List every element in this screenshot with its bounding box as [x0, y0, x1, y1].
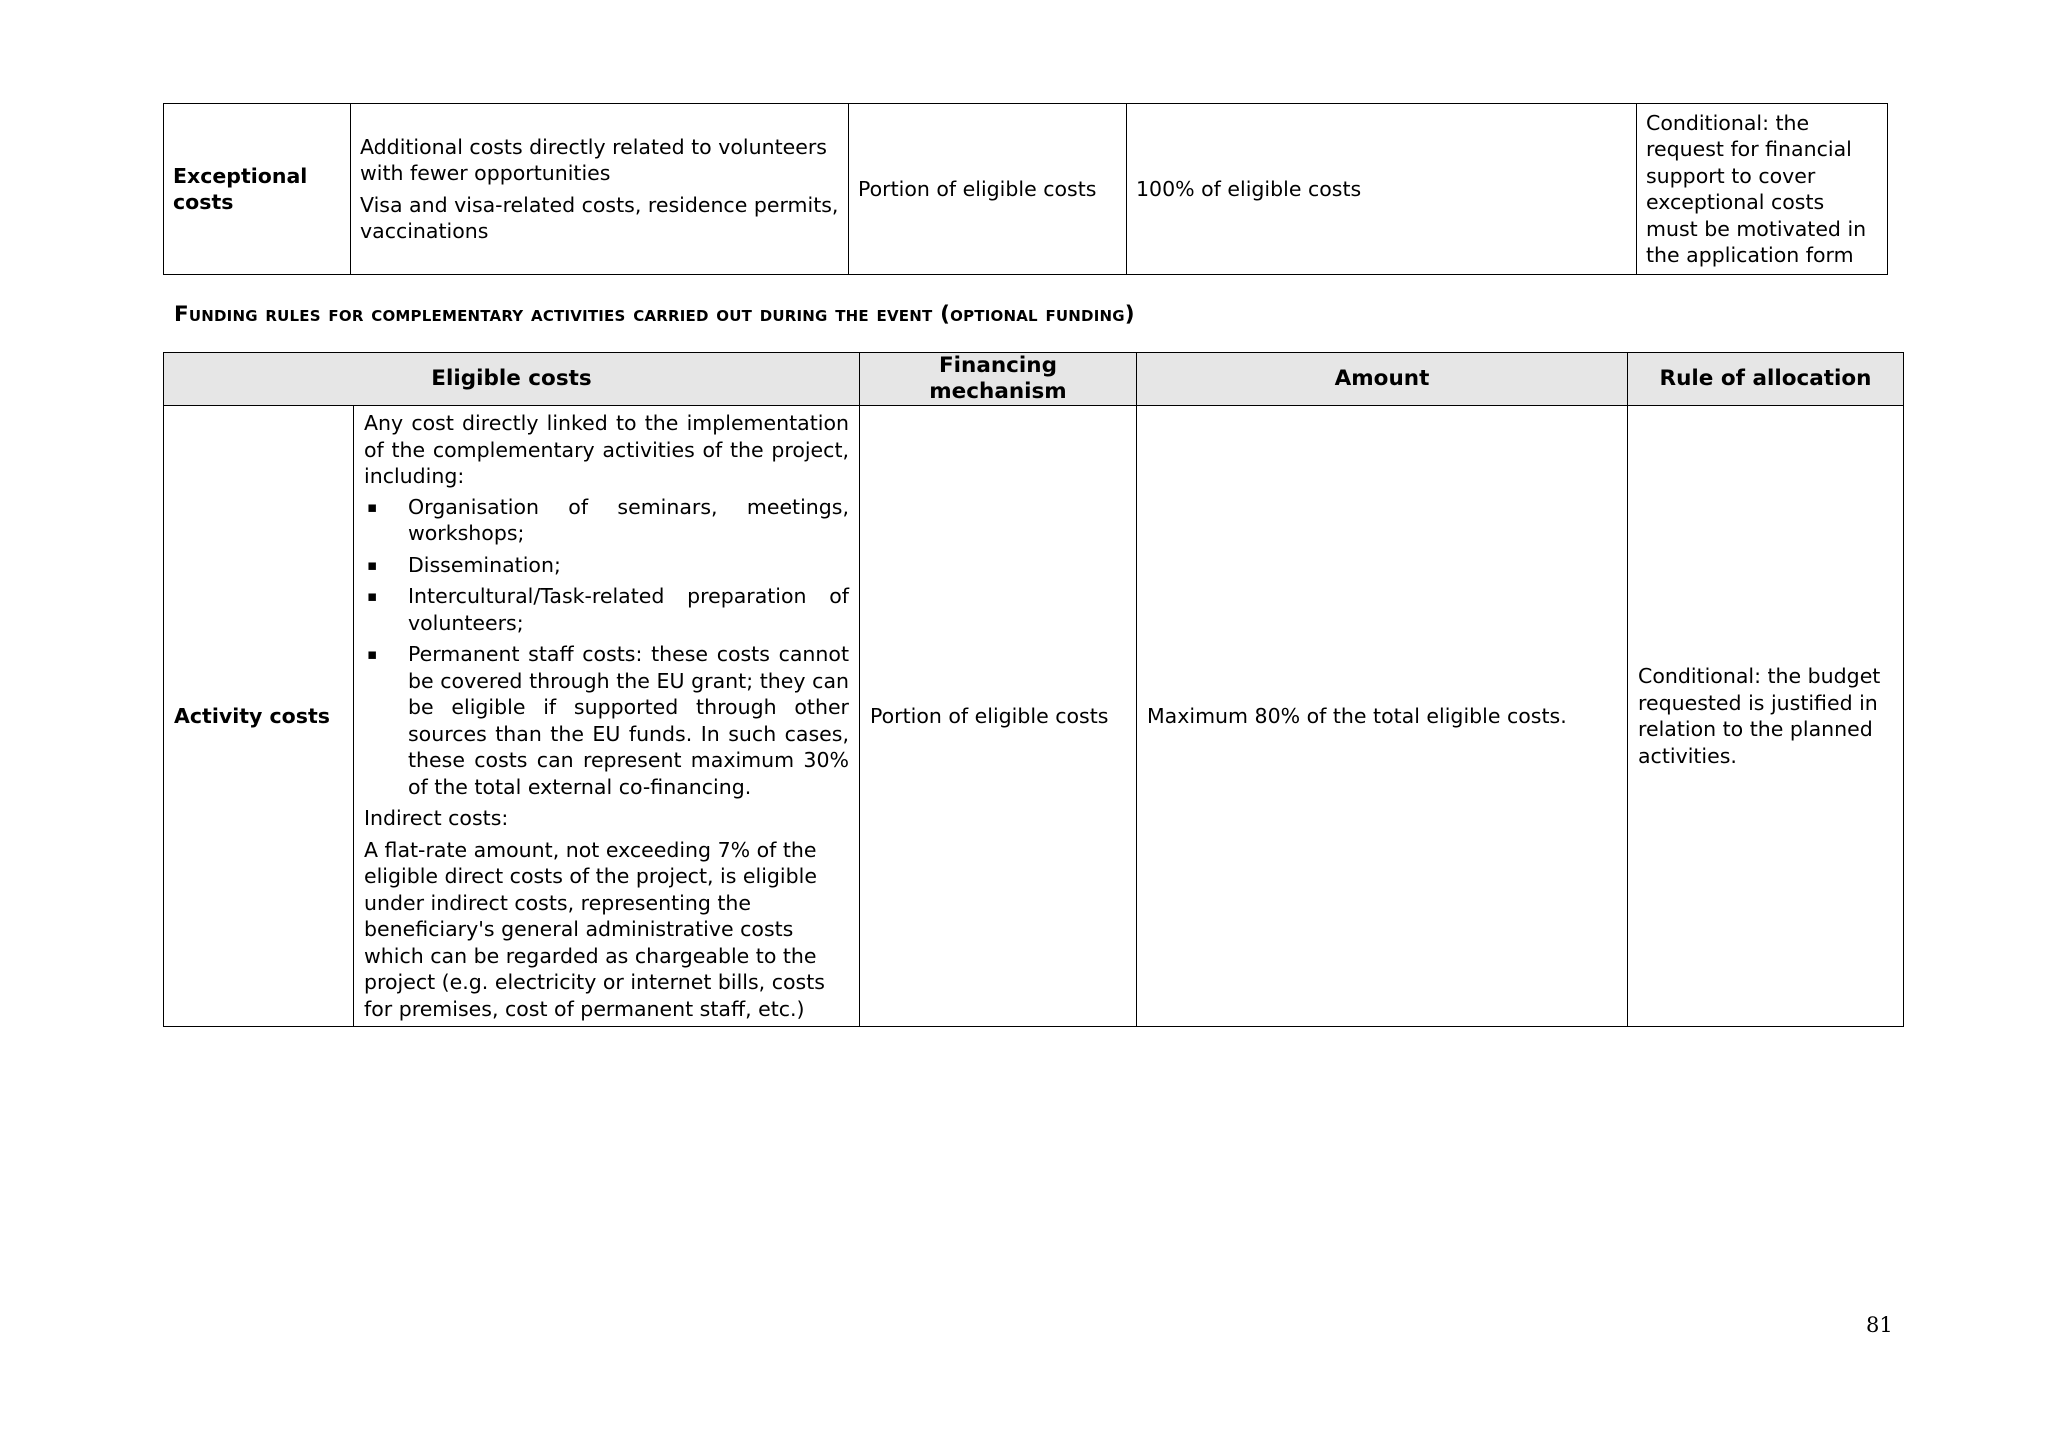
- square-bullet-icon: ▪: [367, 645, 378, 663]
- exceptional-eligible-line-1: Additional costs directly related to volunteers with fewer opportunities: [360, 134, 827, 185]
- indirect-costs-title: Indirect costs:: [364, 806, 509, 830]
- table-row: [164, 104, 1888, 275]
- activity-cost-list: [364, 494, 849, 801]
- list-item-text: Dissemination;: [408, 552, 561, 577]
- activity-costs-amount: Maximum 80% of the total eligible costs.: [1137, 406, 1628, 1027]
- list-item-text: Permanent staff costs: these costs cannot be covered through the EU grant; they can be eligible if supported through other sources than the EU funds. In such cases, these costs can represent maximum 30% of the total external co-financing.: [408, 642, 849, 799]
- page-number: 81: [1866, 1313, 1893, 1337]
- activity-costs-label: Activity costs: [164, 406, 354, 1027]
- complementary-activities-table: [163, 352, 1904, 1027]
- header-rule-of-allocation: Rule of allocation: [1628, 353, 1904, 406]
- list-item-text: Organisation of seminars, meetings, workshops;: [408, 494, 849, 545]
- exceptional-costs-amount: 100% of eligible costs: [1127, 104, 1637, 275]
- exceptional-costs-label: Exceptional costs: [164, 104, 351, 275]
- header-eligible-costs: Eligible costs: [164, 353, 860, 406]
- list-item: [364, 583, 849, 636]
- table-row: [164, 406, 1904, 1027]
- header-amount: Amount: [1137, 353, 1628, 406]
- indirect-costs-text: A flat-rate amount, not exceeding 7% of the eligible direct costs of the project, is eligible under indirect costs, representing the beneficiary's general administrative costs which can be regarded as chargeable to the project (e.g. electricity or internet bills, costs for premises, cost of permanent staff, etc.): [364, 837, 825, 1021]
- list-item-text: Intercultural/Task-related preparation of volunteers;: [408, 584, 849, 635]
- table-header-row: [164, 353, 1904, 406]
- exceptional-costs-eligible-cell: [351, 104, 849, 275]
- list-item: [364, 641, 849, 800]
- header-financing-mechanism: Financing mechanism: [860, 353, 1137, 406]
- list-item: [364, 494, 849, 547]
- list-item: [364, 552, 849, 579]
- section-heading: Funding rules for complementary activities carried out during the event (optional funding): [174, 302, 1135, 327]
- exceptional-costs-mechanism: Portion of eligible costs: [849, 104, 1127, 275]
- exceptional-costs-table: [163, 103, 1888, 275]
- exceptional-eligible-line-2: Visa and visa-related costs, residence permits, vaccinations: [360, 192, 839, 243]
- activity-costs-eligible-cell: [354, 406, 860, 1027]
- activity-costs-rule: Conditional: the budget requested is justified in relation to the planned activities.: [1628, 406, 1904, 1027]
- square-bullet-icon: ▪: [367, 587, 378, 605]
- activity-costs-mechanism: Portion of eligible costs: [860, 406, 1137, 1027]
- square-bullet-icon: ▪: [367, 555, 378, 574]
- activity-intro-text: Any cost directly linked to the implementation of the complementary activities of the project, including:: [364, 411, 849, 488]
- square-bullet-icon: ▪: [367, 497, 378, 516]
- exceptional-costs-rule: Conditional: the request for financial support to cover exceptional costs must be motivated in the application form: [1637, 104, 1888, 275]
